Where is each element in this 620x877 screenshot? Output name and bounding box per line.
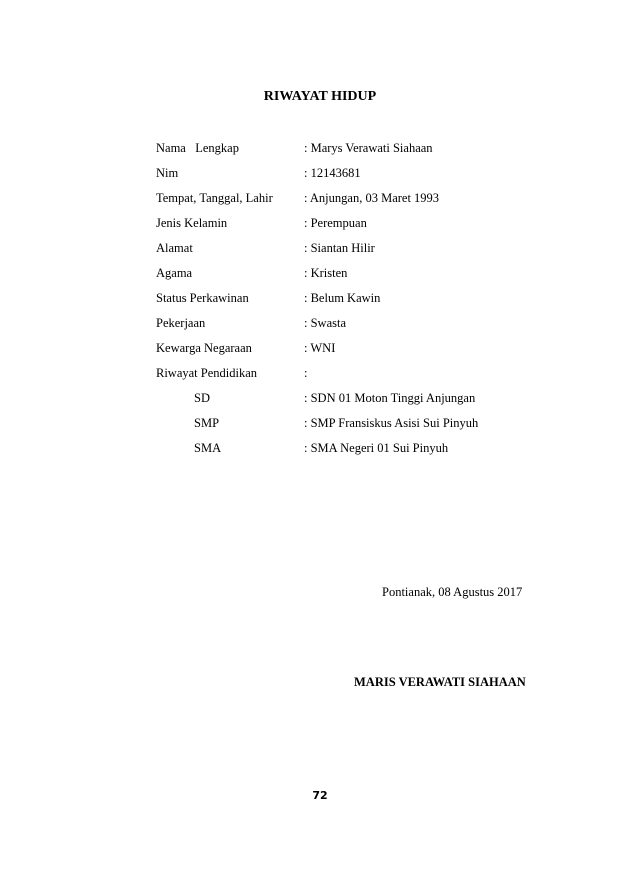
value-nama-lengkap: : Marys Verawati Siahaan — [304, 141, 433, 155]
label-tempat-tanggal-lahir: Tempat, Tanggal, Lahir — [156, 191, 273, 205]
label-riwayat-pendidikan: Riwayat Pendidikan — [156, 366, 258, 380]
label-nama-lengkap: Nama Lengkap — [156, 141, 239, 155]
value-tempat-tanggal-lahir: : Anjungan, 03 Maret 1993 — [304, 191, 440, 205]
row-riwayat-pendidikan — [156, 366, 576, 391]
label-alamat: Alamat — [156, 241, 193, 255]
row-sma — [156, 441, 576, 466]
page-number: 72 — [312, 789, 328, 802]
value-riwayat-pendidikan: : — [304, 366, 308, 380]
place-and-date: Pontianak, 08 Agustus 2017 — [382, 585, 523, 599]
row-nim — [156, 166, 576, 191]
signer-name: MARIS VERAWATI SIAHAAN — [354, 675, 526, 689]
value-agama: : Kristen — [304, 266, 348, 280]
label-pekerjaan: Pekerjaan — [156, 316, 206, 330]
row-jenis-kelamin — [156, 216, 576, 241]
row-pekerjaan — [156, 316, 576, 341]
row-kewarga-negaraan — [156, 341, 576, 366]
value-kewarga-negaraan: : WNI — [304, 341, 336, 355]
page-title: RIWAYAT HIDUP — [263, 89, 377, 104]
label-kewarga-negaraan: Kewarga Negaraan — [156, 341, 252, 355]
label-smp: SMP — [194, 416, 220, 430]
value-nim: : 12143681 — [304, 166, 361, 180]
label-agama: Agama — [156, 266, 193, 280]
biodata-table — [156, 141, 576, 466]
label-nim: Nim — [156, 166, 179, 180]
row-tempat-tanggal-lahir — [156, 191, 576, 216]
value-sma: : SMA Negeri 01 Sui Pinyuh — [304, 441, 449, 455]
row-smp — [156, 416, 576, 441]
value-sd: : SDN 01 Moton Tinggi Anjungan — [304, 391, 476, 405]
label-jenis-kelamin: Jenis Kelamin — [156, 216, 228, 230]
label-sd: SD — [194, 391, 210, 405]
value-smp: : SMP Fransiskus Asisi Sui Pinyuh — [304, 416, 479, 430]
value-pekerjaan: : Swasta — [304, 316, 347, 330]
row-alamat — [156, 241, 576, 266]
label-status-perkawinan: Status Perkawinan — [156, 291, 249, 305]
value-alamat: : Siantan Hilir — [304, 241, 375, 255]
row-sd — [156, 391, 576, 416]
value-jenis-kelamin: : Perempuan — [304, 216, 367, 230]
row-status-perkawinan — [156, 291, 576, 316]
row-agama — [156, 266, 576, 291]
value-status-perkawinan: : Belum Kawin — [304, 291, 381, 305]
label-sma: SMA — [194, 441, 222, 455]
row-nama-lengkap — [156, 141, 576, 166]
